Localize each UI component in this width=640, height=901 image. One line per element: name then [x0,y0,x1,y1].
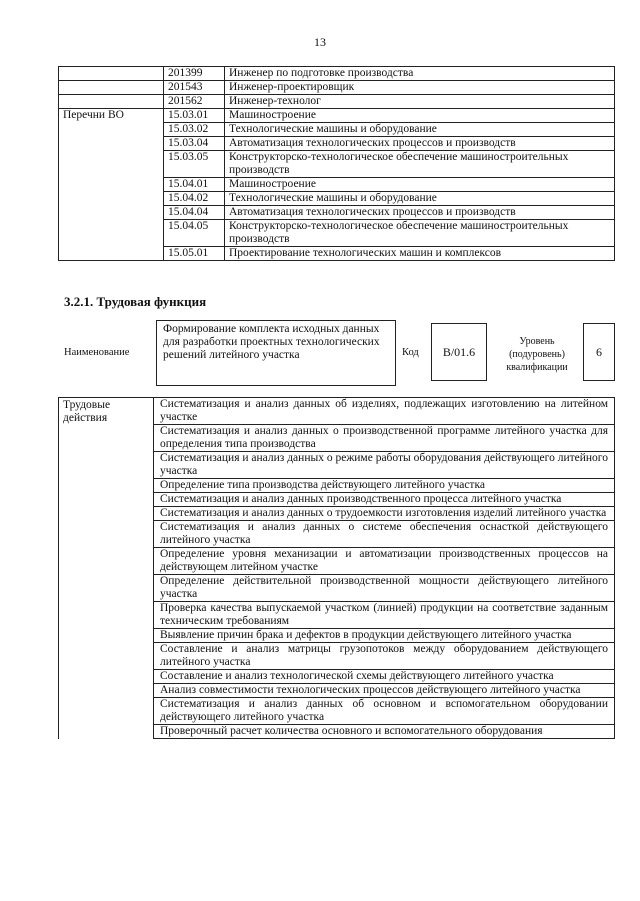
code-cell: 15.04.01 [164,178,225,192]
name-cell: Автоматизация технологических процессов и производств [225,206,615,220]
actions-label-cell: Трудовые действия [59,398,154,739]
action-item: Систематизация и анализ данных о трудоемкости изготовления изделий литейного участка [154,507,615,521]
name-cell: Инженер-проектировщик [225,81,615,95]
code-cell: 15.03.04 [164,137,225,151]
empty-cell [59,67,164,81]
action-item: Систематизация и анализ данных о системе обеспечения оснасткой действующего литейного участка [154,521,615,548]
level-label: Уровень (подуровень) квалификации [506,336,568,373]
empty-cell [59,81,164,95]
name-cell: Проектирование технологических машин и комплексов [225,247,615,261]
name-cell: Машиностроение [225,178,615,192]
table-row [59,81,615,95]
action-item: Определение типа производства действующего литейного участка [154,479,615,493]
action-item: Определение действительной производственной мощности действующего литейного участка [154,575,615,602]
function-name-box: Формирование комплекта исходных данных для разработки проектных технологических решений литейного участка [156,320,396,386]
empty-cell [59,95,164,109]
name-cell: Технологические машины и оборудование [225,192,615,206]
labor-actions-table [58,397,615,739]
section-title: 3.2.1. Трудовая функция [64,294,207,309]
name-label: Наименование [64,347,130,358]
action-item: Составление и анализ матрицы грузопотоков между оборудованием действующего литейного участка [154,643,615,670]
name-cell: Автоматизация технологических процессов и производств [225,137,615,151]
code-cell: 15.03.01 [164,109,225,123]
action-item: Систематизация и анализ данных о режиме работы оборудования действующего литейного участка [154,452,615,479]
code-cell: 15.03.02 [164,123,225,137]
action-item: Проверка качества выпускаемой участком (линией) продукции на соответствие заданным техническим требованиям [154,602,615,629]
action-item: Систематизация и анализ данных о производственной программе литейного участка для определения типа производства [154,425,615,452]
name-cell: Инженер-технолог [225,95,615,109]
vo-label-cell: Перечни ВО [59,109,164,261]
action-item: Выявление причин брака и дефектов в продукции действующего литейного участка [154,629,615,643]
table-row [59,95,615,109]
name-cell: Технологические машины и оборудование [225,123,615,137]
page-number: 13 [314,35,326,49]
action-item: Анализ совместимости технологических процессов действующего литейного участка [154,684,615,698]
name-cell: Конструкторско-технологическое обеспечение машиностроительных производств [225,151,615,178]
action-item: Систематизация и анализ данных производственного процесса литейного участка [154,493,615,507]
function-code-box: B/01.6 [431,323,487,381]
code-cell: 15.04.04 [164,206,225,220]
code-label: Код [402,347,419,358]
action-item: Определение уровня механизации и автоматизации производственных процессов на действующем литейном участке [154,548,615,575]
action-item: Систематизация и анализ данных об изделиях, подлежащих изготовлению на литейном участке [154,398,615,425]
table-row [59,398,615,425]
code-cell: 201543 [164,81,225,95]
code-cell: 15.05.01 [164,247,225,261]
code-cell: 15.04.02 [164,192,225,206]
action-item: Проверочный расчет количества основного и вспомогательного оборудования [154,725,615,739]
code-cell: 201562 [164,95,225,109]
qualification-level-box: 6 [583,323,615,381]
code-cell: 201399 [164,67,225,81]
education-table [58,66,615,261]
name-cell: Конструкторско-технологическое обеспечение машиностроительных производств [225,220,615,247]
action-item: Составление и анализ технологической схемы действующего литейного участка [154,670,615,684]
code-cell: 15.03.05 [164,151,225,178]
code-cell: 15.04.05 [164,220,225,247]
table-row [59,67,615,81]
name-cell: Инженер по подготовке производства [225,67,615,81]
table-row [59,109,615,123]
action-item: Систематизация и анализ данных об основном и вспомогательном оборудовании действующего литейного участка [154,698,615,725]
name-cell: Машиностроение [225,109,615,123]
